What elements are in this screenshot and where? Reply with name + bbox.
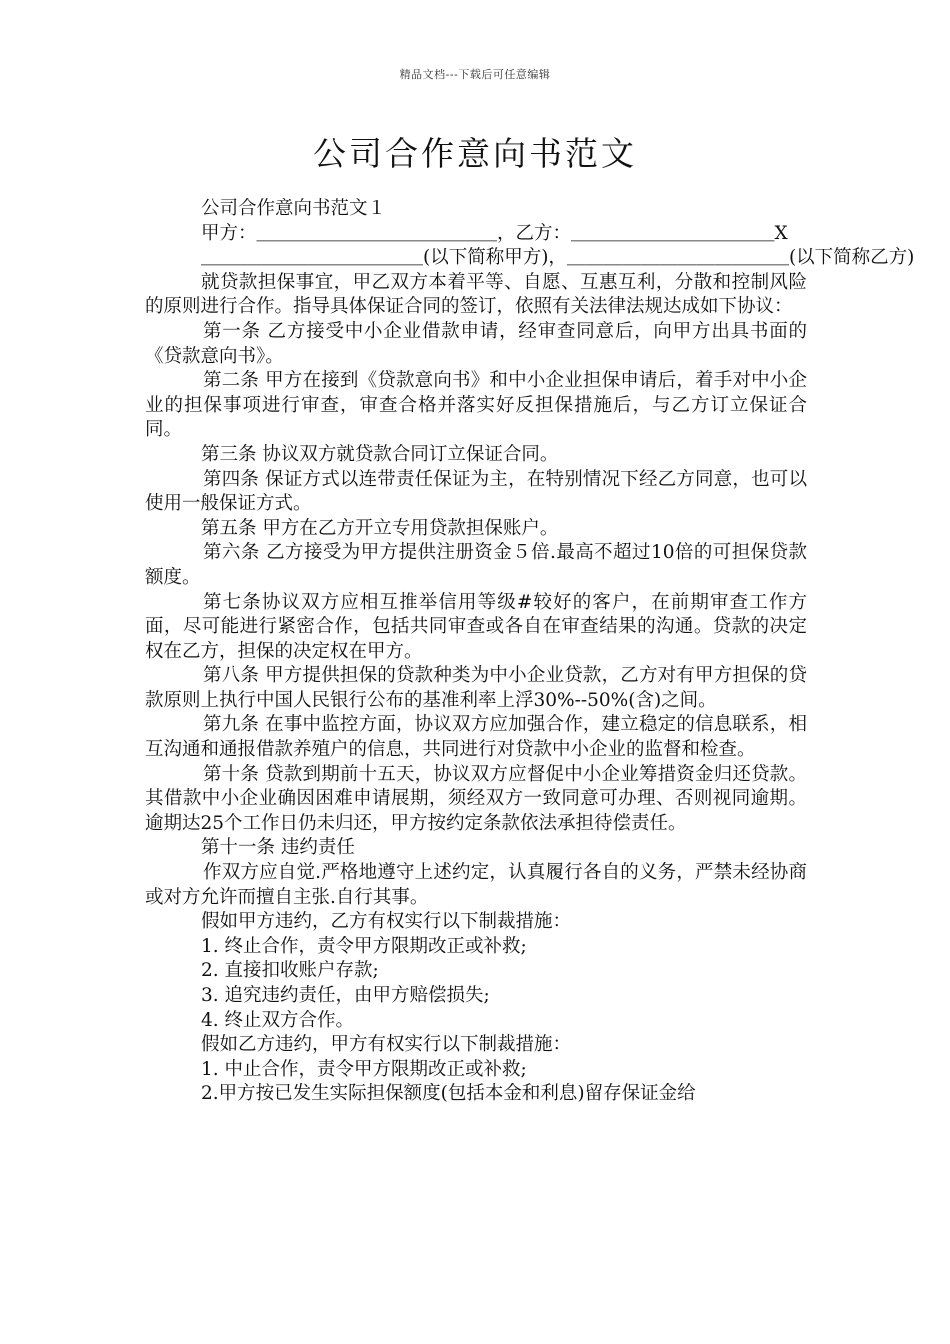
paragraph: 甲方：＿＿＿＿＿＿＿＿＿＿＿＿＿，乙方：＿＿＿＿＿＿＿＿＿＿＿X	[201, 222, 788, 244]
paragraph: 第四条 保证方式以连带责任保证为主，在特别情况下经乙方同意，也可以使用一般保证方式。	[145, 468, 807, 515]
paragraph: 第七条协议双方应相互推举信用等级#较好的客户，在前期审查工作方面，尽可能进行紧密合作，包括共同审查或各自在审查结果的沟通。贷款的决定权在乙方，担保的决定权在甲方。	[145, 591, 807, 662]
paragraph: 第五条 甲方在乙方开立专用贷款担保账户。	[201, 517, 559, 539]
list-item: 1. 中止合作，责令甲方限期改正或补救;	[201, 1058, 527, 1080]
paragraph: 第十条 贷款到期前十五天，协议双方应督促中小企业筹措资金归还贷款。其借款中小企业确因困难申请展期，须经双方一致同意可办理、否则视同逾期。逾期达25个工作日仍未归还，甲方按约定条款依法承担待偿责任。	[145, 763, 807, 834]
paragraph: 假如乙方违约，甲方有权实行以下制裁措施：	[201, 1034, 572, 1056]
paragraph: 第一条 乙方接受中小企业借款申请，经审查同意后，向甲方出具书面的《贷款意向书》。	[145, 320, 807, 367]
paragraph: 第二条 甲方在接到《贷款意向书》和中小企业担保申请后，着手对中小企业的担保事项进行审查，审查合格并落实好反担保措施后，与乙方订立保证合同。	[145, 370, 807, 441]
page-header-note: 精品文档---下载后可任意编辑	[399, 68, 551, 81]
paragraph: 第六条 乙方接受为甲方提供注册资金５倍.最高不超过10倍的可担保贷款额度。	[145, 542, 807, 588]
list-item: 4. 终止双方合作。	[201, 1009, 355, 1031]
list-item: 1. 终止合作，责令甲方限期改正或补救;	[201, 935, 527, 957]
paragraph: ＿＿＿＿＿＿＿＿＿＿＿＿(以下简称甲方)，＿＿＿＿＿＿＿＿＿＿＿＿(以下简称乙方)	[201, 247, 915, 269]
paragraph: 就贷款担保事宜，甲乙双方本着平等、自愿、互惠互利，分散和控制风险的原则进行合作。指导具体保证合同的签订，依照有关法律法规达成如下协议：	[145, 271, 807, 318]
paragraph: 假如甲方违约，乙方有权实行以下制裁措施：	[201, 911, 572, 933]
list-item: 2.甲方按已发生实际担保额度(包括本金和利息)留存保证金给	[201, 1083, 696, 1105]
paragraph: 公司合作意向书范文１	[201, 198, 387, 219]
paragraph: 作双方应自觉.严格地遵守上述约定，认真履行各自的义务，严禁未经协商或对方允许而擅自主张.自行其事。	[145, 862, 807, 908]
paragraph: 第八条 甲方提供担保的贷款种类为中小企业贷款，乙方对有甲方担保的贷款原则上执行中国人民银行公布的基准利率上浮30%--50%(含)之间。	[145, 665, 807, 711]
list-item: 3. 追究违约责任，由甲方赔偿损失;	[201, 985, 490, 1006]
paragraph: 第十一条 违约责任	[201, 837, 355, 859]
paragraph: 第三条 协议双方就贷款合同订立保证合同。	[201, 443, 559, 465]
document-title: 公司合作意向书范文	[313, 134, 637, 173]
paragraph: 第九条 在事中监控方面，协议双方应加强合作，建立稳定的信息联系，相互沟通和通报借款养殖户的信息，共同进行对贷款中小企业的监督和检查。	[145, 714, 807, 761]
document-body	[145, 197, 915, 1107]
list-item: 2. 直接扣收账户存款;	[201, 960, 379, 982]
